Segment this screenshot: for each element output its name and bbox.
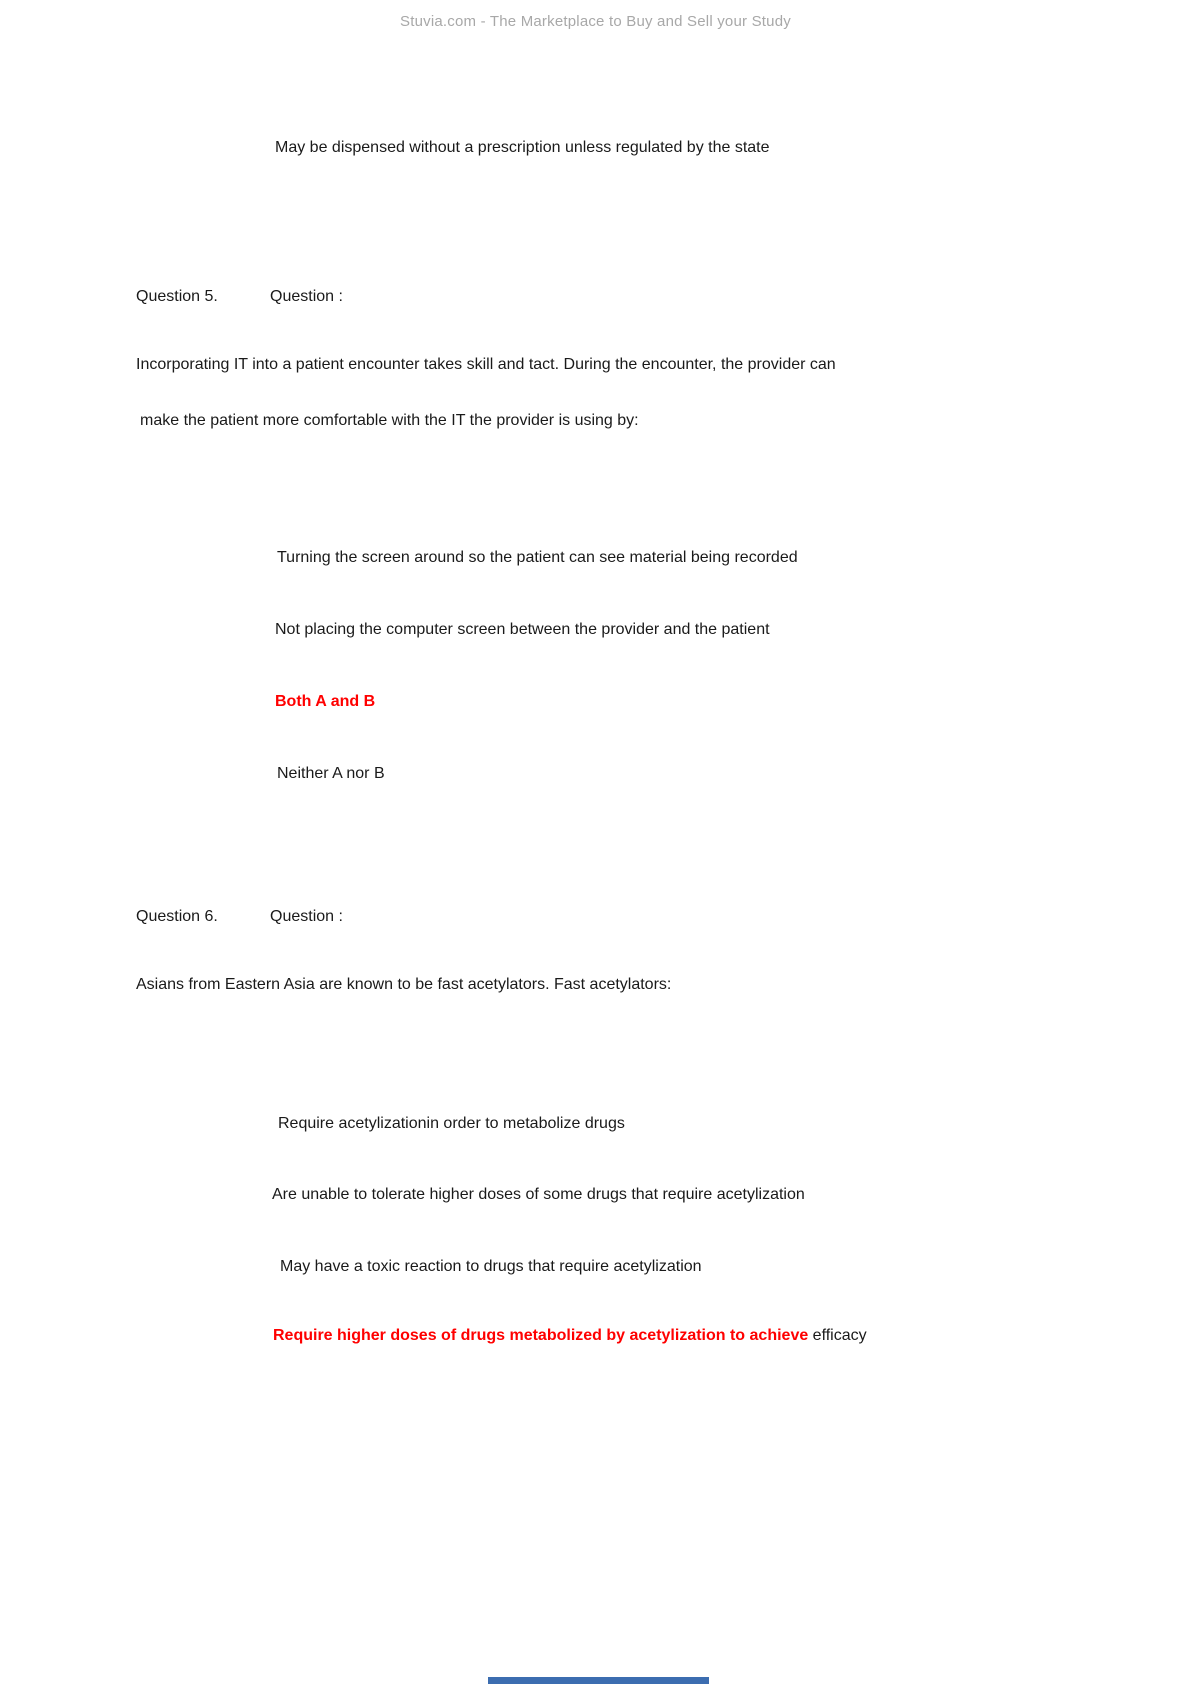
question6-option-b: Are unable to tolerate higher doses of some drugs that require acetylization	[272, 1186, 805, 1203]
question5-option-d: Neither A nor B	[277, 765, 385, 782]
question5-header	[136, 288, 343, 306]
question6-header	[136, 908, 343, 926]
question5-option-c-correct-answer: Both A and B	[275, 693, 376, 710]
question6-option-d-correct-answer	[273, 1327, 867, 1345]
question5-option-b: Not placing the computer screen between the provider and the patient	[275, 621, 770, 638]
stuvia-watermark: Stuvia.com - The Marketplace to Buy and Sell your Study	[400, 13, 791, 30]
question5-body-line1: Incorporating IT into a patient encounter takes skill and tact. During the encounter, the provider can	[136, 356, 836, 373]
question5-heading: Question :	[270, 288, 343, 305]
question6-heading: Question :	[270, 908, 343, 925]
question5-label: Question 5.	[136, 288, 218, 305]
question6-option-a: Require acetylizationin order to metabolize drugs	[278, 1115, 625, 1132]
question6-option-c: May have a toxic reaction to drugs that require acetylization	[280, 1258, 702, 1275]
question5-body-line2: make the patient more comfortable with the IT the provider is using by:	[140, 412, 639, 429]
carryover-option-text: May be dispensed without a prescription unless regulated by the state	[275, 139, 770, 156]
footer-blue-bar	[488, 1677, 709, 1684]
question6-option-d-black-part: efficacy	[808, 1327, 867, 1344]
question6-body-line1: Asians from Eastern Asia are known to be fast acetylators. Fast acetylators:	[136, 976, 672, 993]
question6-option-d-red-part: Require higher doses of drugs metabolized by acetylization to achieve	[273, 1327, 809, 1344]
question6-label: Question 6.	[136, 908, 218, 925]
question5-option-a: Turning the screen around so the patient can see material being recorded	[277, 549, 798, 566]
